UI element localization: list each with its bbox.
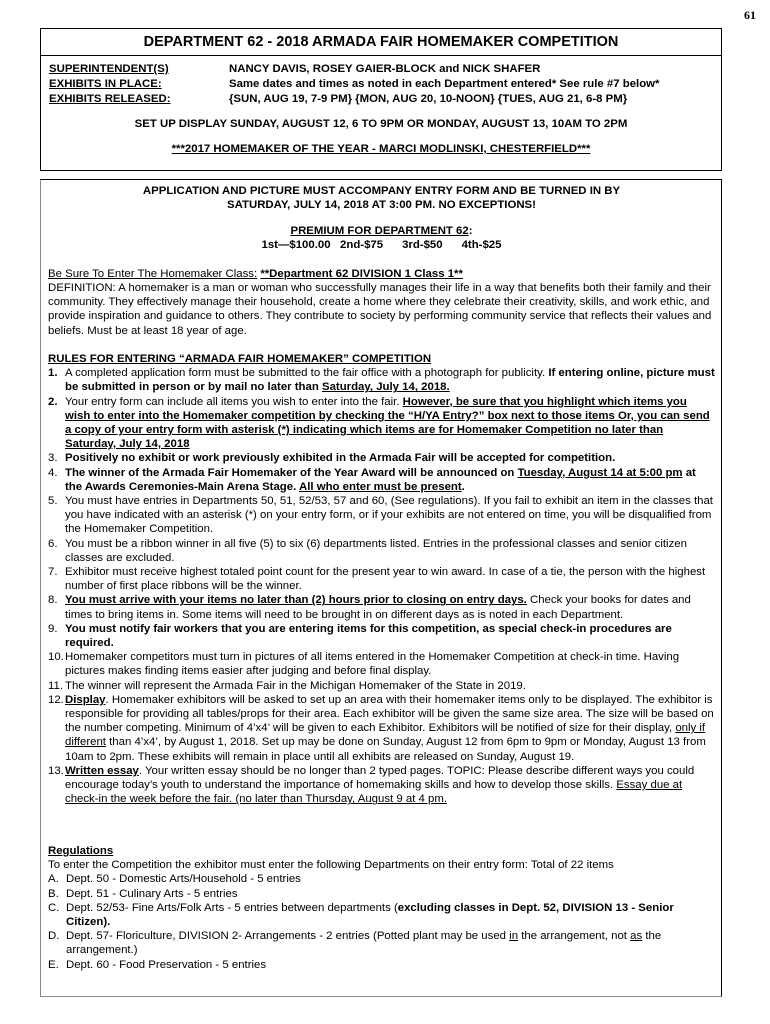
rule-text: The winner will represent the Armada Fair in the Michigan Homemaker of the State in 2019. [65,679,526,692]
regulation-b [48,887,715,901]
regulation-c-text: Dept. 52/53- Fine Arts/Folk Arts - 5 entries between departments ( [66,901,398,914]
rule-number: 8. [48,594,58,607]
exhibits-in-place-row [41,77,721,92]
regulation-letter: C. [48,901,60,914]
regulation-text: Dept. 50 - Domestic Arts/Household - 5 entries [66,873,301,886]
rule-text [65,764,715,807]
rule-text [65,693,715,764]
rule-number: 13. [48,764,64,777]
regulation-a [48,872,715,886]
regulation-d [48,929,715,957]
regulation-c [48,901,715,929]
definition-text: DEFINITION: A homemaker is a man or woman who successfully manages their life in a way that benefits both their family and their community. They effectively manage their household, create a home where they celebrate their creativity, skills, and work ethic, and provide inspiration and guidance to others. They contribute to society by performing community service that reflects their values and beliefs. Must be at least 18 year of age. [48,282,712,337]
regulation-text [66,901,715,929]
rule-13-deadline: Essay due at check-in the week before the fair. (no later than Thursday, August 9 at 4 pm. [65,779,683,806]
rules-section [48,352,715,807]
rule-number: 9. [48,622,58,635]
rule-7 [48,565,715,593]
class-instruction [48,267,715,281]
department-title: DEPARTMENT 62 - 2018 ARMADA FAIR HOMEMAKER COMPETITION [41,29,721,56]
application-notice-line1: APPLICATION AND PICTURE MUST ACCOMPANY ENTRY FORM AND BE TURNED IN BY [142,185,621,197]
superintendents-row [41,62,721,77]
rule-text: Exhibitor must receive highest totaled point count for the present year to win award. In case of a tie, the person with the highest number of first place ribbons will be the winner. [65,566,706,593]
header-details [41,56,721,157]
rule-number: 4. [48,466,58,479]
department-header-box [40,28,722,171]
regulation-e [48,958,715,972]
rule-4-text: The winner of the Armada Fair Homemaker of the Year Award will be announced on [65,466,518,479]
rule-12-text: . Homemaker exhibitors will be asked to set up an area with their homemaker items only to be displayed. The exhibitor is responsible for providing all tables/props for their area. Each exhibitor will be given the same size area. The size will be based on the number competing. Minimum of 4’x4’ will be given to each Exhibitor. Exhibitors will be notified of size for their display, [65,693,714,735]
application-notice [48,184,715,212]
rule-text: Homemaker competitors must turn in pictures of all items entered in the Homemaker Competition at check-in time. Having pictures makes finding items easier after judging and before final display. [65,651,680,678]
regulation-d-end: the arrangement.) [66,930,662,957]
rule-12 [48,693,715,764]
rule-4-date: Tuesday, August 14 at 5:00 pm [517,466,683,479]
rule-text [65,593,715,621]
rule-11 [48,679,715,693]
regulations-list [48,872,715,971]
setup-display-text: SET UP DISPLAY SUNDAY, AUGUST 12, 6 TO 9PM OR MONDAY, AUGUST 13, 10AM TO 2PM [134,118,628,130]
rule-10 [48,650,715,678]
regulation-d-middle: the arrangement, not [518,930,631,943]
class-value: **Department 62 DIVISION 1 Class 1** [260,268,463,280]
rule-text: You must be a ribbon winner in all five (5) to six (6) departments listed. Entries in the professional classes and senior citizen classes are excluded. [65,537,687,564]
regulation-letter: A. [48,873,59,886]
rule-12-label: Display [65,693,106,706]
rules-heading: RULES FOR ENTERING “ARMADA FAIR HOMEMAKER” COMPETITION [48,353,432,365]
rule-9 [48,622,715,650]
exhibits-released-value: {SUN, AUG 19, 7-9 PM} {MON, AUG 20, 10-NOON} {TUES, AUG 21, 6-8 PM} [229,93,628,105]
regulation-d-text: Dept. 57- Floriculture, DIVISION 2- Arrangements - 2 entries (Potted plant may be used [66,930,510,943]
rule-4 [48,466,715,494]
regulation-c-emphasis: excluding classes in Dept. 52, DIVISION 13 - Senior Citizen). [66,901,674,929]
superintendents-label: SUPERINTENDENT(S) [49,63,169,75]
competition-details-box [40,179,722,997]
rule-number: 11. [48,679,63,692]
regulation-text: Dept. 60 - Food Preservation - 5 entries [66,958,267,971]
premium-colon: : [468,225,473,237]
rule-number: 5. [48,495,58,508]
rule-3 [48,451,715,465]
regulation-text [66,929,715,957]
premium-title: PREMIUM FOR DEPARTMENT 62 [290,225,469,237]
rule-13-text: . Your written essay should be no longer than 2 typed pages. TOPIC: Please describe different ways you could encourage today’s youth to understand the importance of homemaking skills and how to develop those skills. [65,764,695,792]
page-number: 61 [744,8,756,22]
regulation-text: Dept. 51 - Culinary Arts - 5 entries [66,887,238,900]
previous-winner-text: ***2017 HOMEMAKER OF THE YEAR - MARCI MODLINSKI, CHESTERFIELD*** [171,143,591,155]
rule-12-emphasis: only if different [65,722,706,749]
rule-8-text: Check your books for dates and times to bring items in. Some items will need to be brought in on different days as is noted in each Department. [65,594,691,621]
rule-text: You must notify fair workers that you are entering items for this competition, as special check-in procedures are required. [65,622,672,650]
rules-list [48,366,715,806]
exhibits-in-place-label: EXHIBITS IN PLACE: [49,78,162,90]
rule-number: 2. [48,395,58,408]
regulations-heading: Regulations [48,845,114,857]
rule-number: 6. [48,537,58,550]
class-label: Be Sure To Enter The Homemaker Class: [48,268,258,280]
regulation-d-as: as [630,930,643,943]
exhibits-released-label: EXHIBITS RELEASED: [49,93,171,105]
regulation-letter: B. [48,887,59,900]
rule-number: 3. [48,452,58,465]
regulations-intro: To enter the Competition the exhibitor must enter the following Departments on their entry form: Total of 22 items [48,859,614,872]
rule-1-emphasis: If entering online, picture must be submitted in person or by mail no later than [65,367,715,394]
rule-1-text: A completed application form must be submitted to the fair office with a photograph for publicity. [65,367,549,380]
rule-8-emphasis: You must arrive with your items no later than (2) hours prior to closing on entry days. [65,594,527,607]
exhibits-in-place-value: Same dates and times as noted in each Department entered* See rule #7 below* [229,78,660,90]
rule-2-text: Your entry form can include all items you wish to enter into the fair. [65,395,403,408]
rule-8 [48,593,715,621]
rule-12-text-end: than 4’x4’, by August 1, 2018. Set up may be done on Sunday, August 12 from 6pm to 9pm or Monday, August 13 from 10am to 2pm. These exhibits will remain in place until all exhibits are released on Sunday, August 19. [65,736,706,763]
rule-text: You must have entries in Departments 50, 51, 52/53, 57 and 60, (See regulations). If you fail to exhibit an item in the classes that you have indicated with an asterisk (*) on your entry form, or if your exhibits are not entered on time, you will be disqualified from the Homemaker Competition. [65,495,713,536]
rule-1 [48,366,715,394]
rule-6 [48,537,715,565]
regulation-letter: D. [48,930,60,943]
rule-2 [48,395,715,452]
rule-text [65,466,715,494]
rule-5 [48,494,715,537]
rule-1-deadline: Saturday, July 14, 2018. [321,381,450,394]
rule-13-label: Written essay [65,764,139,777]
rule-number: 1. [48,367,58,380]
superintendents-value: NANCY DAVIS, ROSEY GAIER-BLOCK and NICK SHAFER [229,63,541,75]
rule-text: Positively no exhibit or work previously exhibited in the Armada Fair will be accepted for competition. [65,452,616,465]
application-notice-line2: SATURDAY, JULY 14, 2018 AT 3:00 PM. NO EXCEPTIONS! [227,199,536,212]
regulation-d-in: in [509,930,519,943]
rule-13 [48,764,715,807]
regulations-section [48,844,715,972]
rule-4-location: at the Awards Ceremonies-Main Arena Stage. [65,466,696,493]
rule-2-emphasis: However, be sure that you highlight which items you wish to enter into the Homemaker competition by checking the “H/YA Entry?” box next to those items Or, you can send a copy of your entry form with asterisk (*) indicating which items are for Homemaker Competition no later than Saturday, July 14, 2018 [65,395,710,451]
premium-amounts: 1st—$100.00 2nd-$75 3rd-$50 4th-$25 [261,239,502,252]
rule-number: 7. [48,566,58,579]
exhibits-released-row [41,92,721,107]
rule-text [65,395,715,452]
rule-4-period: . [461,480,465,493]
rule-4-attendance: All who enter must be present [299,480,462,493]
rule-text [65,366,715,394]
rule-number: 10. [48,651,64,664]
premium-section [48,224,715,252]
regulation-letter: E. [48,958,59,971]
rule-number: 12. [48,693,64,706]
